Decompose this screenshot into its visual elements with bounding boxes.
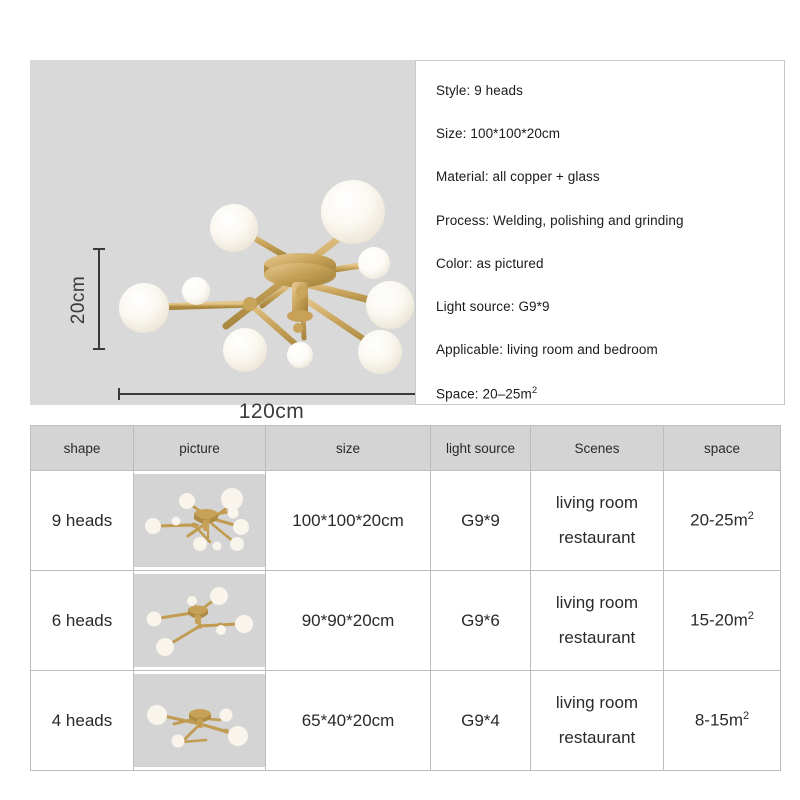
column-header-picture: picture (134, 426, 266, 471)
height-dimension-line (98, 248, 100, 350)
spec-space-superscript: 2 (531, 385, 538, 397)
cell-space (664, 671, 781, 771)
cell-picture (134, 671, 266, 771)
spec-style: Style: 9 heads (436, 83, 523, 98)
spec-process: Process: Welding, polishing and grinding (436, 212, 684, 228)
spec-light-source: Light source: G9*9 (436, 298, 550, 314)
cell-space-text: 8-15m (694, 710, 744, 730)
width-dimension-label: 120cm (238, 400, 305, 423)
cell-space-superscript: 2 (747, 610, 754, 623)
scene-line-2: restaurant (558, 627, 636, 647)
spec-color: Color: as pictured (436, 255, 544, 271)
table-header-row (31, 426, 781, 471)
cell-space-superscript: 2 (747, 510, 754, 523)
cell-size: 100*100*20cm (266, 471, 431, 571)
table-row (31, 571, 781, 671)
product-overview-section (30, 60, 785, 423)
column-header-shape: shape (31, 426, 134, 471)
spec-applicable: Applicable: living room and bedroom (436, 342, 658, 358)
product-photo-chandelier-9heads (30, 60, 415, 405)
cell-space (664, 471, 781, 571)
column-header-scenes: Scenes (531, 426, 664, 471)
scene-line-1: living room (555, 592, 639, 612)
thumbnail-4-heads (134, 674, 265, 767)
cell-light-source: G9*6 (431, 571, 531, 671)
cell-picture (134, 571, 266, 671)
column-header-light-source: light source (431, 426, 531, 471)
height-dimension-label: 20cm (68, 275, 89, 325)
cell-size: 65*40*20cm (266, 671, 431, 771)
cell-light-source: G9*9 (431, 471, 531, 571)
cell-scenes (531, 571, 664, 671)
variant-comparison-table (30, 425, 781, 771)
scene-line-2: restaurant (558, 727, 636, 747)
column-header-space: space (664, 426, 781, 471)
width-dimension-line (118, 393, 425, 395)
cell-size: 90*90*20cm (266, 571, 431, 671)
cell-picture (134, 471, 266, 571)
table-row (31, 471, 781, 571)
cell-shape: 9 heads (31, 471, 134, 571)
spec-size: Size: 100*100*20cm (436, 126, 561, 142)
cell-scenes (531, 671, 664, 771)
spec-space-text: Space: 20–25m (436, 386, 532, 402)
thumbnail-9-heads (134, 474, 265, 567)
product-photo-panel (30, 60, 415, 423)
cell-shape: 4 heads (31, 671, 134, 771)
scene-line-2: restaurant (558, 527, 636, 547)
thumbnail-6-heads (134, 574, 265, 667)
cell-space-text: 15-20m (690, 610, 748, 630)
spec-space (436, 385, 784, 403)
table-row (31, 671, 781, 771)
cell-space-superscript: 2 (743, 710, 750, 723)
specification-list (415, 60, 785, 405)
spec-material: Material: all copper + glass (436, 169, 600, 185)
cell-scenes (531, 471, 664, 571)
scene-line-1: living room (555, 492, 639, 512)
column-header-size: size (266, 426, 431, 471)
cell-shape: 6 heads (31, 571, 134, 671)
cell-light-source: G9*4 (431, 671, 531, 771)
scene-line-1: living room (555, 692, 639, 712)
cell-space (664, 571, 781, 671)
cell-space-text: 20-25m (690, 510, 748, 530)
